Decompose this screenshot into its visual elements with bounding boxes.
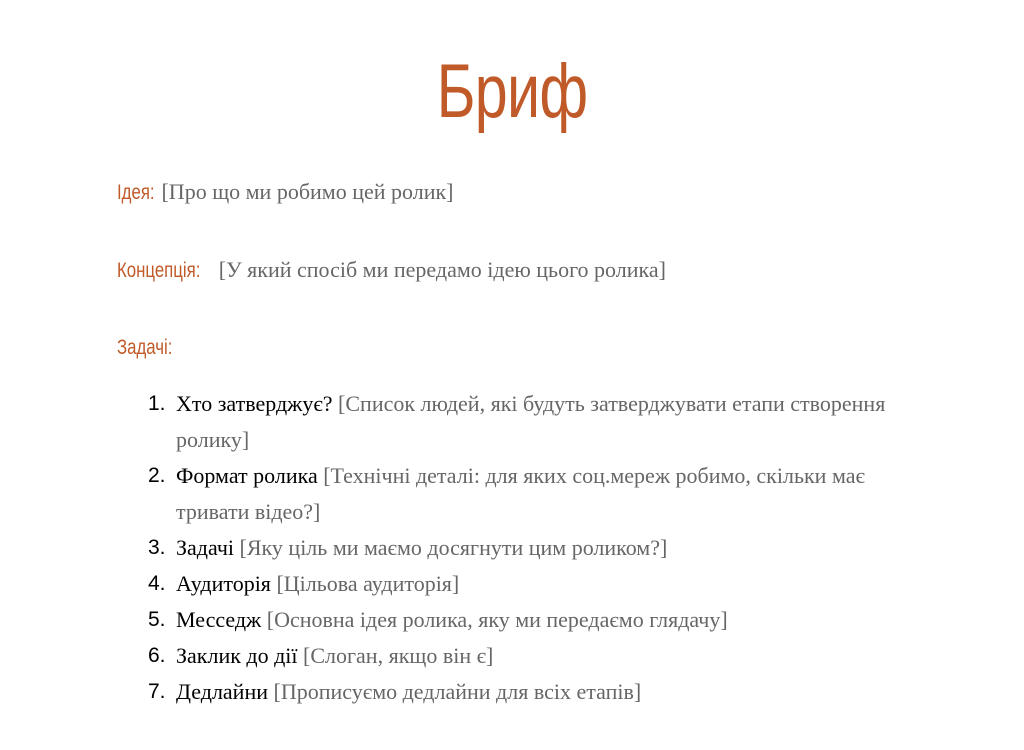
concept-label: Концепція:	[117, 259, 201, 282]
task-description: [Яку ціль ми маємо досягнути цим роликом?]	[239, 535, 668, 560]
task-name: Дедлайни	[176, 679, 269, 704]
task-name: Формат ролика	[176, 463, 318, 488]
task-item	[140, 458, 900, 530]
page-title: Бриф	[436, 49, 588, 134]
task-number: 2.	[148, 464, 166, 487]
task-name: Месседж	[176, 607, 262, 632]
task-item	[140, 674, 900, 710]
task-number: 5.	[148, 608, 166, 631]
task-list	[140, 386, 900, 710]
task-description: [Список людей, які будуть затверджувати етапи створення ролику]	[176, 391, 886, 452]
task-description: [Слоган, якщо він є]	[303, 643, 494, 668]
task-name: Аудиторія	[176, 571, 271, 596]
idea-label: Ідея:	[117, 181, 155, 204]
concept-field	[117, 255, 666, 286]
task-number: 6.	[148, 644, 166, 667]
tasks-field	[117, 332, 178, 363]
task-description: [Основна ідея ролика, яку ми передаємо глядачу]	[266, 607, 728, 632]
task-number: 4.	[148, 572, 166, 595]
task-description: [Прописуємо дедлайни для всіх етапів]	[273, 679, 642, 704]
task-number: 1.	[148, 392, 166, 415]
task-description: [Технічні деталі: для яких соц.мереж робимо, скільки має тривати відео?]	[176, 463, 865, 524]
tasks-label: Задачі:	[117, 336, 173, 359]
task-item	[140, 638, 900, 674]
task-item	[140, 602, 900, 638]
task-description: [Цільова аудиторія]	[276, 571, 460, 596]
idea-value: [Про що ми робимо цей ролик]	[161, 179, 454, 204]
task-item	[140, 530, 900, 566]
concept-value: [У який спосіб ми передамо ідею цього ролика]	[218, 257, 666, 282]
idea-field	[117, 177, 454, 208]
task-number: 3.	[148, 536, 166, 559]
task-item	[140, 386, 900, 458]
task-name: Хто затверджує?	[176, 391, 333, 416]
task-name: Задачі	[176, 535, 235, 560]
task-number: 7.	[148, 680, 166, 703]
task-name: Заклик до дії	[176, 643, 298, 668]
task-item	[140, 566, 900, 602]
